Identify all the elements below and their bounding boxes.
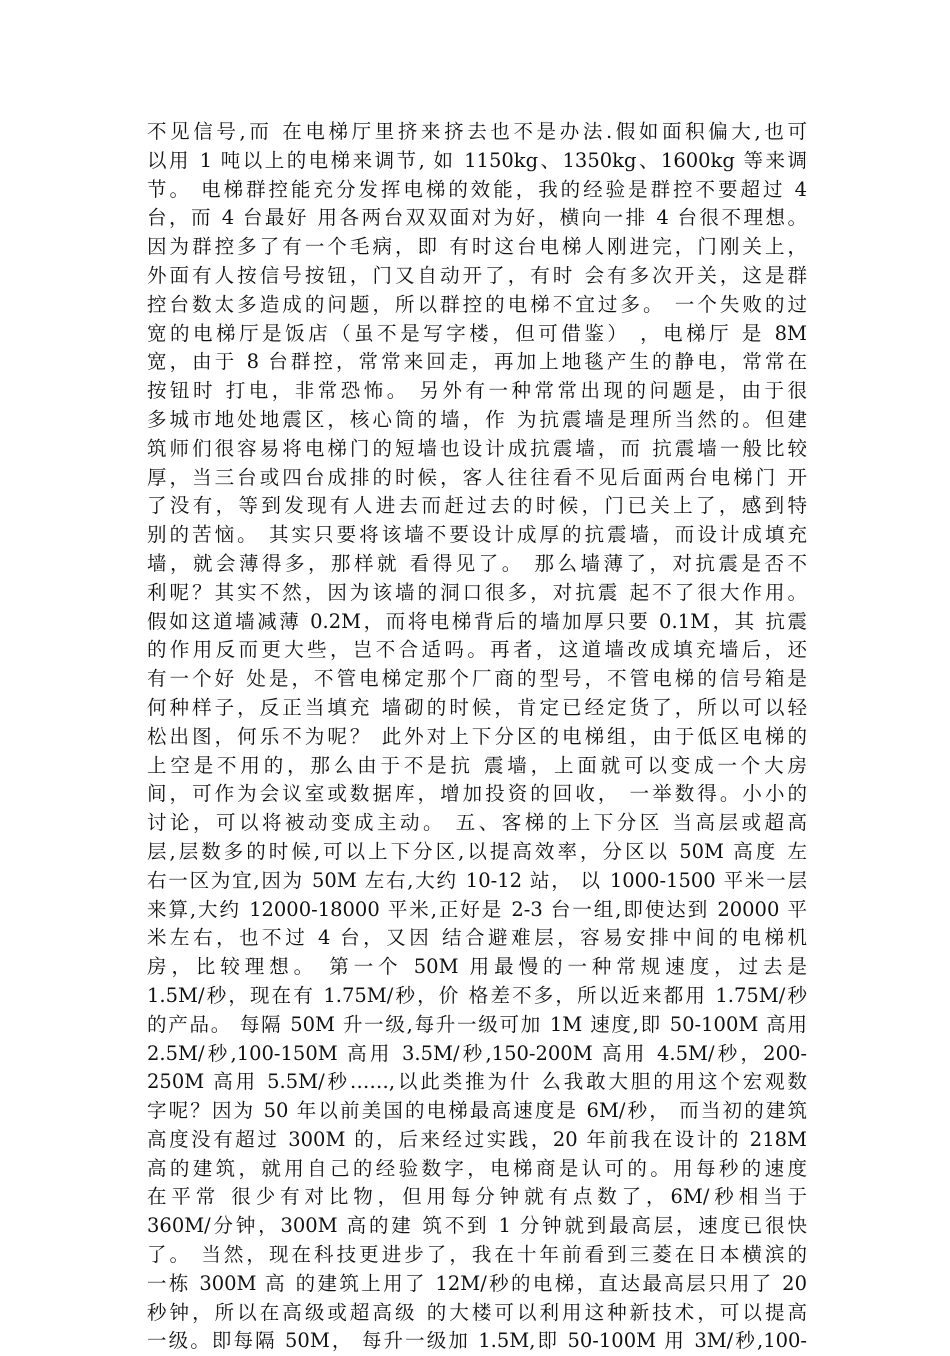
text-line: 厚，当三台或四台成排的时候，客人往往看不见后面两台电梯门 开: [147, 465, 807, 489]
text-line: 讨论，可以将被动变成主动。 五、客梯的上下分区 当高层或超高: [147, 811, 807, 835]
text-line: 松出图，何乐不为呢？ 此外对上下分区的电梯组，由于低区电梯的: [147, 724, 807, 748]
text-line: 假如这道墙减薄 0.2M，而将电梯背后的墙加厚只要 0.1M，其 抗震: [147, 609, 807, 633]
text-line: 宽，由于 8 台群控，常常来回走，再加上地毯产生的静电，常常在: [147, 350, 807, 374]
text-line: 何种样子，反正当填充 墙砌的时候，肯定已经定货了，所以可以轻: [147, 695, 807, 719]
text-line: 利呢？其实不然，因为该墙的洞口很多，对抗震 起不了很大作用。: [147, 580, 807, 604]
text-line: 秒钟，所以在高级或超高级 的大楼可以利用这种新技术，可以提高: [147, 1300, 807, 1324]
text-line: 1.5M/秒，现在有 1.75M/秒，价 格差不多，所以近来都用 1.75M/秒: [147, 983, 807, 1007]
text-line: 250M 高用 5.5M/秒……,以此类推为什 么我敢大胆的用这个宏观数: [147, 1070, 807, 1094]
body-text: [147, 118, 807, 1356]
text-line: 高的建筑，就用自己的经验数字，电梯商是认可的。用每秒的速度: [147, 1156, 807, 1180]
text-line: 宽的电梯厅是饭店（虽不是写字楼，但可借鉴） ，电梯厅 是 8M: [147, 321, 807, 345]
text-line: 上空是不用的，那么由于不是抗 震墙，上面就可以变成一个大房: [147, 753, 807, 777]
text-line: 的作用反而更大些，岂不合适吗。再者，这道墙改成填充墙后，还: [147, 638, 807, 662]
text-line: 有一个好 处是，不管电梯定那个厂商的型号，不管电梯的信号箱是: [147, 667, 807, 691]
text-line: 字呢？因为 50 年以前美国的电梯最高速度是 6M/秒， 而当初的建筑: [147, 1099, 807, 1123]
text-line: 房，比较理想。 第一个 50M 用最慢的一种常规速度，过去是: [147, 955, 807, 979]
text-line: 右一区为宜,因为 50M 左右,大约 10-12 站， 以 1000-1500 平米一层: [147, 868, 807, 892]
text-line: 多城市地处地震区，核心筒的墙，作 为抗震墙是理所当然的。但建: [147, 407, 807, 431]
text-line: 不见信号,而 在电梯厅里挤来挤去也不是办法.假如面积偏大,也可: [147, 120, 807, 143]
text-line: 筑师们很容易将电梯门的短墙也设计成抗震墙，而 抗震墙一般比较: [147, 436, 807, 460]
text-line: 一栋 300M 高 的建筑上用了 12M/秒的电梯，直达最高层只用了 20: [147, 1271, 807, 1295]
text-line: 以用 1 吨以上的电梯来调节, 如 1150kg、1350kg、1600kg 等来调: [147, 148, 807, 172]
text-line: 360M/分钟，300M 高的建 筑不到 1 分钟就到最高层，速度已很快: [147, 1214, 807, 1238]
text-line: 了没有，等到发现有人进去而赶过去的时候，门已关上了，感到特: [147, 494, 807, 518]
text-line: 来算,大约 12000-18000 平米,正好是 2-3 台一组,即使达到 20000 平: [147, 897, 807, 921]
text-line: 台，而 4 台最好 用各两台双双面对为好，横向一排 4 台很不理想。: [147, 206, 807, 230]
text-line: 节。 电梯群控能充分发挥电梯的效能，我的经验是群控不要超过 4: [147, 177, 807, 201]
text-line: 控台数太多造成的问题，所以群控的电梯不宜过多。 一个失败的过: [147, 292, 807, 316]
text-line: 外面有人按信号按钮，门又自动开了，有时 会有多次开关，这是群: [147, 263, 807, 287]
text-line: 间，可作为会议室或数据库，增加投资的回收， 一举数得。小小的: [147, 782, 807, 806]
text-line: 层,层数多的时候,可以上下分区,以提高效率，分区以 50M 高度 左: [147, 839, 807, 863]
text-line: 高度没有超过 300M 的，后来经过实践，20 年前我在设计的 218M: [147, 1127, 807, 1151]
text-line: 的产品。 每隔 50M 升一级,每升一级可加 1M 速度,即 50-100M 高用: [147, 1012, 807, 1036]
text-line: 2.5M/秒,100-150M 高用 3.5M/秒,150-200M 高用 4.5M/秒，200-: [147, 1041, 807, 1065]
text-line: 了。 当然，现在科技更进步了，我在十年前看到三菱在日本横滨的: [147, 1243, 807, 1267]
text-line: 在平常 很少有对比物，但用每分钟就有点数了，6M/秒相当于: [147, 1185, 807, 1209]
text-line: 一级。即每隔 50M， 每升一级加 1.5M,即 50-100M 用 3M/秒,100-: [147, 1329, 807, 1353]
text-line: 别的苦恼。 其实只要将该墙不要设计成厚的抗震墙，而设计成填充: [147, 523, 807, 547]
text-line: 按钮时 打电，非常恐怖。 另外有一种常常出现的问题是，由于很: [147, 379, 807, 403]
text-line: 墙，就会薄得多，那样就 看得见了。 那么墙薄了，对抗震是否不: [147, 551, 807, 575]
text-line: 米左右，也不过 4 台，又因 结合避难层，容易安排中间的电梯机: [147, 926, 807, 950]
text-line: 因为群控多了有一个毛病，即 有时这台电梯人刚进完，门刚关上，: [147, 235, 807, 259]
